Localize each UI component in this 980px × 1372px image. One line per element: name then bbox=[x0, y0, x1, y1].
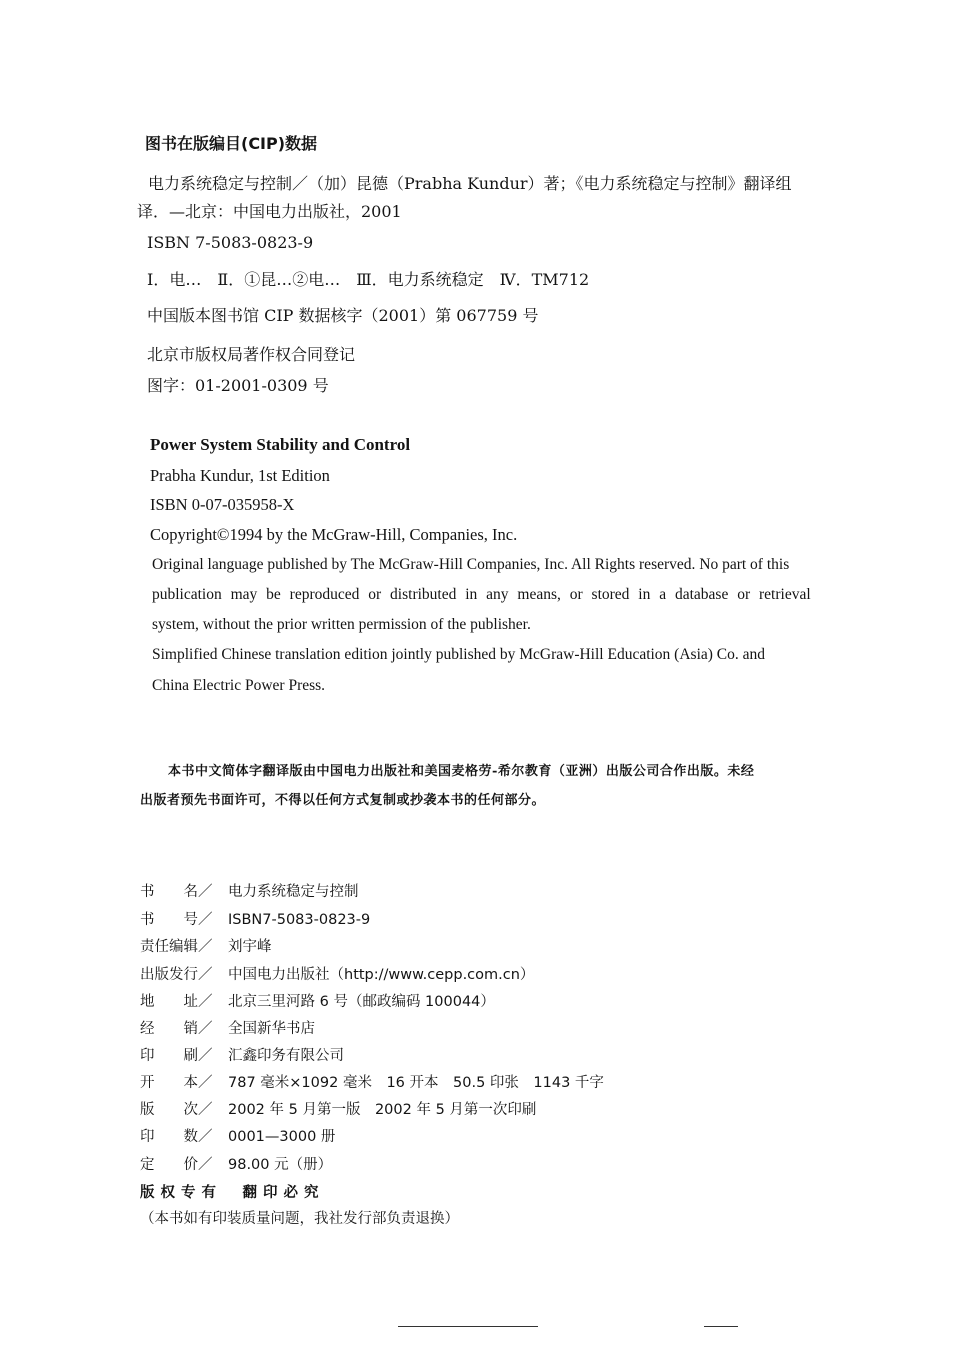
colophon-value: 全国新华书店 bbox=[228, 1021, 315, 1037]
cip-classification: Ⅰ．电… Ⅱ．①昆…②电… Ⅲ．电力系统稳定 Ⅳ．TM712 bbox=[147, 270, 590, 289]
colophon-value: ISBN7-5083-0823-9 bbox=[228, 912, 371, 928]
colophon-row bbox=[140, 911, 370, 929]
colophon-value: 98.00 元（册） bbox=[228, 1157, 333, 1173]
colophon-label: 责任编辑／ bbox=[140, 939, 213, 955]
colophon-row bbox=[140, 966, 534, 984]
cip-line-1: 电力系统稳定与控制／（加）昆德（Prabha Kundur）著；《电力系统稳定与控制》翻译组 bbox=[148, 174, 792, 193]
scan-artifact bbox=[704, 1326, 738, 1327]
colophon-label: 书 名／ bbox=[140, 884, 213, 900]
translation-line-2: China Electric Power Press. bbox=[152, 677, 326, 694]
rights-reserved: 版权专有 翻印必究 bbox=[140, 1185, 325, 1201]
rights-line-2: publication may be reproduced or distributed in any means, or stored in a database or retrieval bbox=[152, 586, 811, 603]
colophon-row bbox=[140, 1074, 604, 1092]
colophon-value: 0001—3000 册 bbox=[228, 1129, 336, 1145]
original-isbn: ISBN 0-07-035958-X bbox=[150, 495, 295, 514]
colophon-row bbox=[140, 993, 495, 1011]
colophon-value: 2002 年 5 月第一版 2002 年 5 月第一次印刷 bbox=[228, 1102, 537, 1118]
colophon-label: 版 次／ bbox=[140, 1102, 213, 1118]
colophon-label: 经 销／ bbox=[140, 1021, 213, 1037]
colophon-row bbox=[140, 883, 359, 901]
notice-line-2: 出版者预先书面许可，不得以任何方式复制或抄袭本书的任何部分。 bbox=[140, 793, 546, 808]
colophon-value: 中国电力出版社（http://www.cepp.com.cn） bbox=[228, 967, 535, 983]
rights-line-3: system, without the prior written permission of the publisher. bbox=[152, 616, 531, 633]
colophon-label: 出版发行／ bbox=[140, 967, 213, 983]
colophon-row bbox=[140, 1156, 332, 1174]
colophon-row bbox=[140, 938, 272, 956]
colophon-label: 地 址／ bbox=[140, 994, 213, 1010]
copyright-registration: 北京市版权局著作权合同登记 bbox=[147, 345, 356, 364]
colophon-row bbox=[140, 1020, 315, 1038]
cip-line-2: 译．—北京：中国电力出版社，2001 bbox=[137, 202, 402, 221]
registration-number: 图字：01-2001-0309 号 bbox=[147, 376, 329, 395]
colophon-value: 刘宇峰 bbox=[228, 939, 272, 955]
colophon-row bbox=[140, 1101, 536, 1119]
colophon-label: 开 本／ bbox=[140, 1075, 213, 1091]
colophon-label: 书 号／ bbox=[140, 912, 213, 928]
colophon-label: 印 数／ bbox=[140, 1129, 213, 1145]
translation-line-1: Simplified Chinese translation edition jointly published by McGraw-Hill Education (Asia) Co. and bbox=[152, 646, 766, 663]
cip-isbn: ISBN 7-5083-0823-9 bbox=[147, 233, 314, 252]
colophon-label: 定 价／ bbox=[140, 1157, 213, 1173]
original-copyright: Copyright©1994 by the McGraw-Hill, Companies, Inc. bbox=[150, 525, 518, 544]
notice-line-1: 本书中文简体字翻译版由中国电力出版社和美国麦格劳-希尔教育（亚洲）出版公司合作出版。未经 bbox=[168, 764, 755, 779]
cip-number: 中国版本图书馆 CIP 数据核字（2001）第 067759 号 bbox=[147, 306, 539, 325]
original-title: Power System Stability and Control bbox=[150, 435, 411, 454]
colophon-row bbox=[140, 1047, 344, 1065]
colophon-value: 北京三里河路 6 号（邮政编码 100044） bbox=[228, 994, 495, 1010]
colophon-value: 汇鑫印务有限公司 bbox=[228, 1048, 344, 1064]
colophon-row bbox=[140, 1128, 335, 1146]
cip-heading: 图书在版编目(CIP)数据 bbox=[145, 134, 318, 153]
return-notice: （本书如有印装质量问题，我社发行部负责退换） bbox=[140, 1211, 459, 1227]
original-author-edition: Prabha Kundur, 1st Edition bbox=[150, 466, 330, 485]
rights-line-1: Original language published by The McGraw-Hill Companies, Inc. All Rights reserved. No part of this bbox=[152, 556, 790, 573]
colophon-label: 印 刷／ bbox=[140, 1048, 213, 1064]
colophon-value: 787 毫米×1092 毫米 16 开本 50.5 印张 1143 千字 bbox=[228, 1075, 604, 1091]
scan-artifact bbox=[398, 1326, 538, 1327]
colophon-value: 电力系统稳定与控制 bbox=[228, 884, 359, 900]
